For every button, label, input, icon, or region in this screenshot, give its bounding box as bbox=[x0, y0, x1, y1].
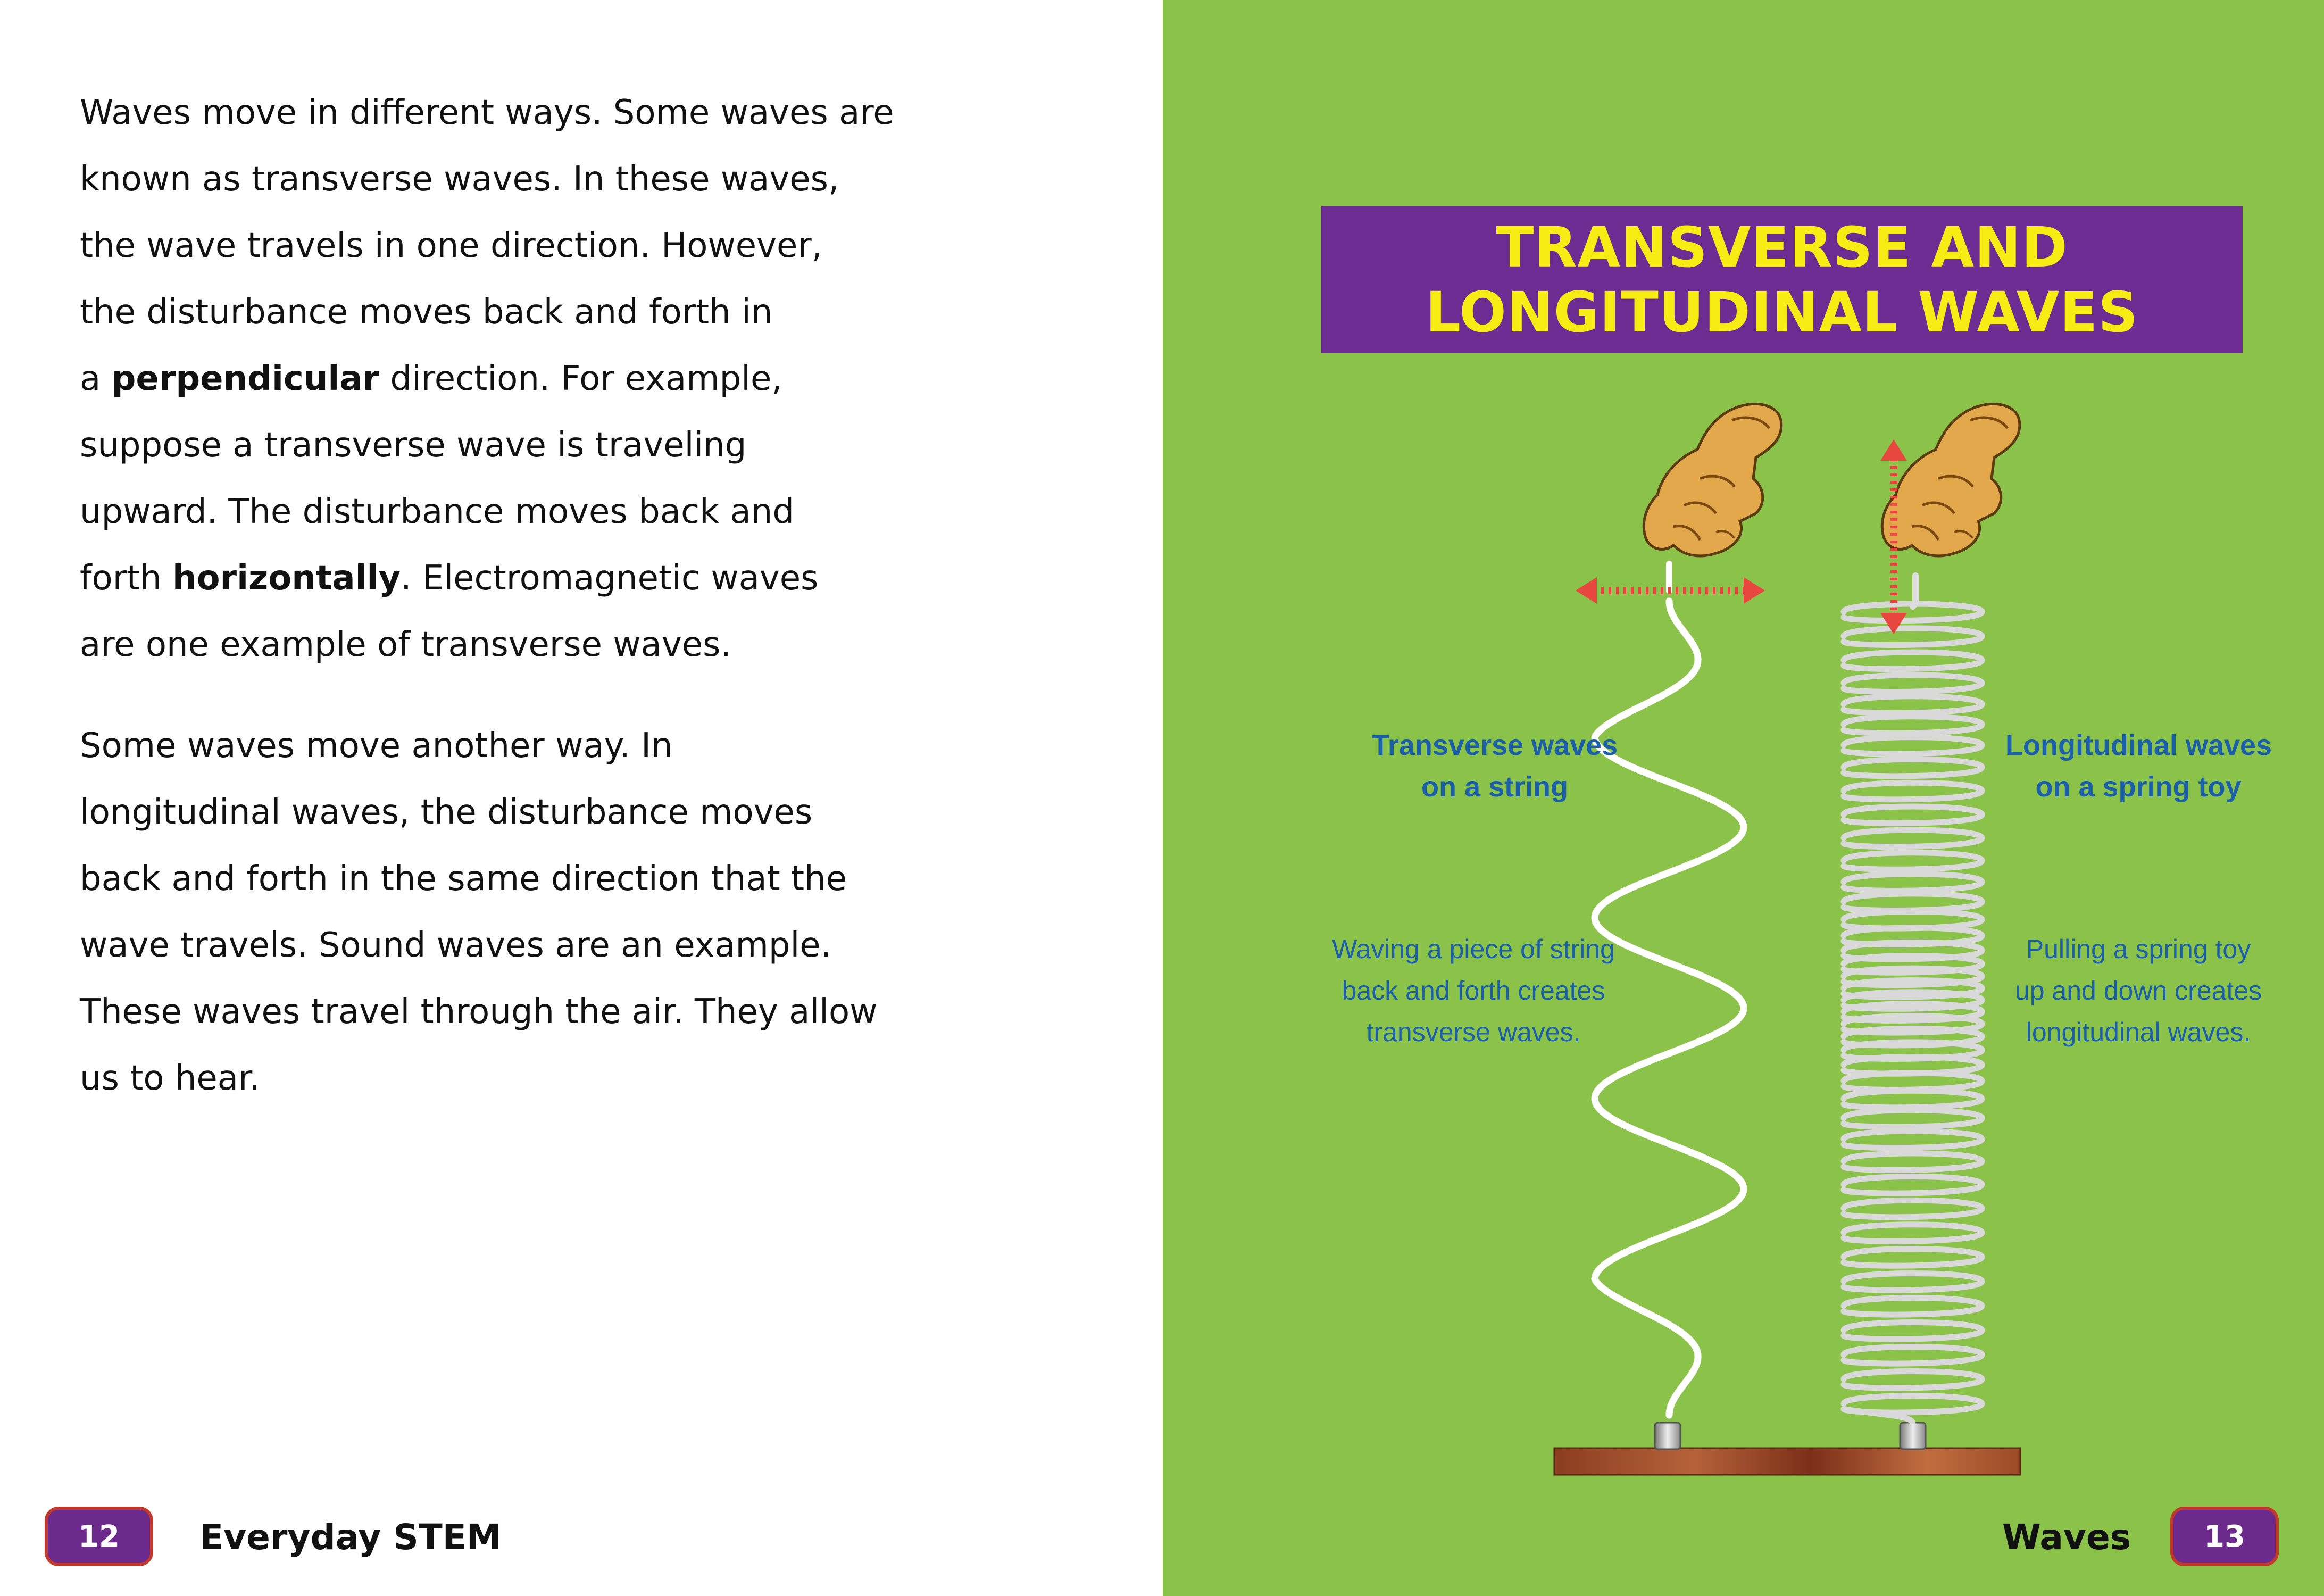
caption-line: Pulling a spring toy bbox=[2026, 934, 2251, 964]
text-line: These waves travel through the air. They allow bbox=[80, 992, 878, 1032]
text-line: Waves move in different ways. Some waves are bbox=[80, 93, 894, 132]
caption-line: back and forth creates bbox=[1342, 976, 1605, 1005]
heading-line: on a string bbox=[1421, 771, 1568, 803]
spring-coil-loop bbox=[1844, 1177, 1982, 1194]
hand-icon bbox=[1882, 404, 2020, 556]
page-number-badge-right: 13 bbox=[2170, 1507, 2279, 1566]
bold-term-horizontally: horizontally bbox=[172, 559, 401, 598]
spring-coil-loop bbox=[1844, 628, 1982, 645]
longitudinal-heading bbox=[2005, 725, 2271, 808]
caption-line: longitudinal waves. bbox=[2026, 1017, 2251, 1047]
hand-icon bbox=[1644, 404, 1781, 556]
spring-connector bbox=[1913, 576, 1915, 606]
text-line: the wave travels in one direction. However, bbox=[80, 226, 823, 265]
spring-coil-loop bbox=[1844, 717, 1982, 734]
caption-line: Waving a piece of string bbox=[1332, 934, 1615, 964]
spring-coil-loop bbox=[1844, 1131, 1982, 1148]
heading-line: Longitudinal waves bbox=[2005, 729, 2272, 761]
text-line: upward. The disturbance moves back and bbox=[80, 492, 794, 531]
spring-coil-loop bbox=[1844, 783, 1982, 800]
base-peg-left bbox=[1655, 1423, 1680, 1449]
transverse-caption bbox=[1330, 928, 1617, 1053]
spring-coil-loop bbox=[1844, 1091, 1982, 1108]
text-line: forth bbox=[80, 559, 172, 598]
spring-coil-loop bbox=[1844, 1274, 1982, 1291]
text-line: suppose a transverse wave is traveling bbox=[80, 426, 747, 465]
spring-coil-loop bbox=[1844, 1347, 1982, 1364]
caption-line: transverse waves. bbox=[1366, 1017, 1581, 1047]
body-text bbox=[80, 80, 910, 1112]
text-line: known as transverse waves. In these waves, bbox=[80, 160, 839, 199]
heading-line: on a spring toy bbox=[2035, 771, 2242, 803]
text-line: a bbox=[80, 359, 112, 398]
spring-coil-loop bbox=[1844, 807, 1982, 824]
spring-coil-loop bbox=[1844, 874, 1982, 891]
spring-coil-loop bbox=[1844, 853, 1982, 870]
spring-coil-loop bbox=[1844, 696, 1982, 713]
text-line: us to hear. bbox=[80, 1059, 260, 1098]
text-line: Some waves move another way. In bbox=[80, 726, 673, 766]
spring-coil-loop bbox=[1844, 759, 1982, 776]
spring-coil-loop bbox=[1844, 652, 1982, 669]
page-number-badge-left: 12 bbox=[45, 1507, 153, 1566]
wooden-base bbox=[1554, 1448, 2020, 1475]
text-line: longitudinal waves, the disturbance moves bbox=[80, 793, 813, 832]
spring-coil-loop bbox=[1844, 1323, 1982, 1340]
spring-coil-loop bbox=[1844, 1200, 1982, 1217]
spring-coil-loop bbox=[1844, 737, 1982, 754]
spring-coil-loop bbox=[1844, 1298, 1982, 1315]
base-peg-right bbox=[1900, 1423, 1926, 1449]
spring-coil-loop bbox=[1844, 1225, 1982, 1242]
text-line: are one example of transverse waves. bbox=[80, 625, 731, 664]
heading-line: Transverse waves bbox=[1371, 729, 1618, 761]
text-line: the disturbance moves back and forth in bbox=[80, 293, 773, 332]
transverse-heading bbox=[1362, 725, 1628, 808]
spring-coil-loop bbox=[1844, 1153, 1982, 1170]
text-line: direction. For example, bbox=[379, 359, 782, 398]
caption-line: up and down creates bbox=[2014, 976, 2262, 1005]
bold-term-perpendicular: perpendicular bbox=[111, 359, 380, 398]
footer-title-left: Everyday STEM bbox=[199, 1517, 502, 1558]
spring-coil bbox=[1844, 604, 1982, 1424]
diagram-title-line2: LONGITUDINAL WAVES bbox=[1425, 280, 2139, 345]
wave-string bbox=[1595, 601, 1744, 1415]
paragraph-longitudinal bbox=[80, 713, 910, 1112]
text-line: wave travels. Sound waves are an example. bbox=[80, 926, 831, 965]
footer-title-right: Waves bbox=[2002, 1517, 2131, 1558]
paragraph-transverse bbox=[80, 80, 910, 678]
spring-coil-loop bbox=[1844, 1073, 1982, 1090]
spring-coil-loop bbox=[1844, 1371, 1982, 1389]
longitudinal-caption bbox=[2000, 928, 2277, 1053]
text-line: back and forth in the same direction that the bbox=[80, 859, 847, 899]
spring-coil-loop bbox=[1844, 1249, 1982, 1266]
diagram-title-line1: TRANSVERSE AND bbox=[1496, 215, 2068, 280]
text-line: . Electromagnetic waves bbox=[401, 559, 819, 598]
spring-coil-loop bbox=[1844, 830, 1982, 847]
spring-coil-loop bbox=[1844, 675, 1982, 692]
spring-coil-loop bbox=[1844, 894, 1982, 911]
spring-coil-loop bbox=[1844, 1110, 1982, 1127]
